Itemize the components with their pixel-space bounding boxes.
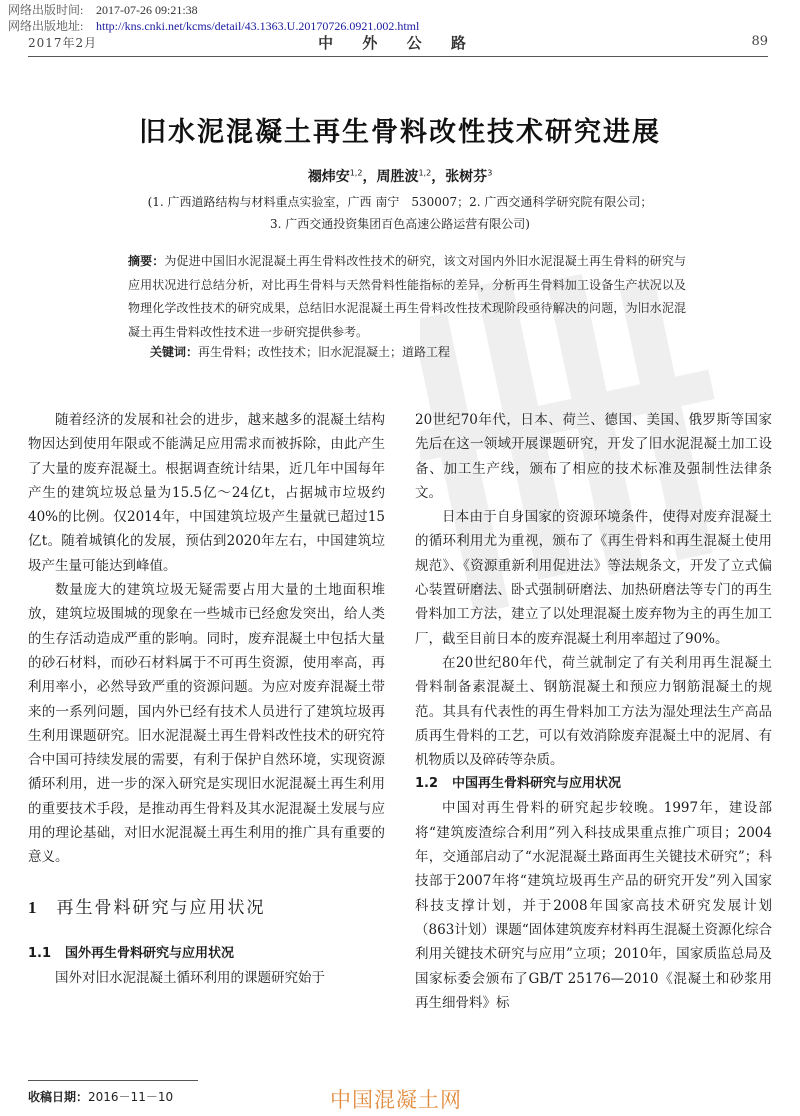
keywords-label: 关键词： bbox=[150, 345, 199, 359]
running-header bbox=[28, 32, 768, 54]
author-list bbox=[0, 166, 800, 186]
publication-info bbox=[8, 2, 419, 34]
author-affil-mark: 1,2 bbox=[349, 168, 363, 178]
received-label: 收稿日期： bbox=[28, 1090, 89, 1104]
received-date bbox=[28, 1088, 173, 1105]
body-column-left bbox=[28, 408, 385, 990]
subsection-title-text: 中国再生骨料研究与应用状况 bbox=[452, 776, 622, 792]
body-paragraph: 在20世纪80年代，荷兰就制定了有关利用再生混凝土骨料制备素混凝土、钢筋混凝土和预应力钢筋混凝土的规范。其具有代表性的再生骨料加工方法为湿处理法生产高品质再生骨料的工艺，可以有效消除废弃混凝土中的泥屑、有机物质以及碎砖等杂质。 bbox=[415, 654, 772, 769]
received-value: 2016－11－10 bbox=[88, 1090, 174, 1104]
author-name: 周胜波 bbox=[376, 169, 419, 185]
author-name: 张树芬 bbox=[445, 169, 488, 185]
pub-address-label: 网络出版地址: bbox=[8, 19, 84, 33]
pub-time-value: 2017-07-26 09:21:38 bbox=[96, 3, 198, 17]
keywords-text: 再生骨料；改性技术；旧水泥混凝土；道路工程 bbox=[198, 345, 451, 359]
abstract-text: 为促进中国旧水泥混凝土再生骨料改性技术的研究，该文对国内外旧水泥混凝土再生骨料的研究与应用状况进行总结分析，对比再生骨料与天然骨料性能指标的差异，分析再生骨料加工设备生产状况以及物理化学改性技术的研究成果，总结旧水泥混凝土再生骨料改性技术现阶段亟待解决的问题，为旧水泥混凝土再生骨料改性技术进一步研究提供参考。 bbox=[128, 254, 686, 339]
affiliation-line: 3. 广西交通投资集团百色高速公路运营有限公司) bbox=[270, 217, 530, 231]
body-paragraph: 数量庞大的建筑垃圾无疑需要占用大量的土地面积堆放，建筑垃圾围城的现象在一些城市已经愈发突出，给人类的生存活动造成严重的影响。同时，废弃混凝土中包括大量的砂石材料，而砂石材料属于不可再生资源，使用率高，再利用率小，必然导致严重的资源问题。为应对废弃混凝土带来的一系列问题，国内外已经有技术人员进行了建筑垃圾再生利用课题研究。旧水泥混凝土再生骨料改性技术的研究符合中国可持续发展的需要，有利于保护自然环境，实现资源循环利用，进一步的深入研究是实现旧水泥混凝土再生利用的重要技术手段，是推动再生骨料及其水泥混凝土发展与应用的理论基础，对旧水泥混凝土再生利用的推广具有重要的意义。 bbox=[28, 582, 385, 866]
subsection-title-text: 国外再生骨料研究与应用状况 bbox=[65, 945, 235, 961]
abstract-label: 摘要： bbox=[128, 254, 165, 268]
footnote-rule bbox=[28, 1080, 198, 1081]
subsection-number: 1.1 bbox=[28, 945, 52, 961]
subsection-heading bbox=[28, 942, 385, 966]
body-paragraph: 随着经济的发展和社会的进步，越来越多的混凝土结构物因达到使用年限或不能满足应用需求而被拆除，由此产生了大量的废弃混凝土。根据调查统计结果，近几年中国每年产生的建筑垃圾总量为15.5亿～24亿t，占据城市垃圾约40%的比例。仅2014年，中国建筑垃圾产生量就已超过15亿t。随着城镇化的发展，预估到2020年左右，中国建筑垃圾产生量可能达到峰值。 bbox=[28, 412, 385, 574]
author-separator: ， bbox=[362, 169, 377, 185]
section-title-text: 再生骨料研究与应用状况 bbox=[56, 897, 266, 918]
paper-title: 旧水泥混凝土再生骨料改性技术研究进展 bbox=[139, 117, 661, 148]
page-number: 89 bbox=[751, 34, 768, 49]
abstract bbox=[128, 250, 686, 344]
pub-address-link[interactable]: http://kns.cnki.net/kcms/detail/43.1363.U.20170726.0921.002.html bbox=[96, 19, 420, 33]
author-name: 禤炜安 bbox=[307, 169, 350, 185]
body-paragraph: 日本由于自身国家的资源环境条件，使得对废弃混凝土的循环利用尤为重视，颁布了《再生骨料和再生混凝土使用规范》、《资源重新利用促进法》等法规条文，开发了立式偏心装置研磨法、卧式强制研磨法、加热研磨法等专门的再生骨料加工方法，建立了以处理混凝土废弃物为主的再生加工厂，截至目前日本的废弃混凝土利用率超过了90%。 bbox=[415, 509, 772, 647]
site-watermark: 中国混凝土网 bbox=[330, 1088, 462, 1112]
body-paragraph: 中国对再生骨料的研究起步较晚。1997年，建设部将“建筑废渣综合利用”列入科技成果重点推广项目；2004年，交通部启动了“水泥混凝土路面再生关键技术研究”；科技部于2007年将“建筑垃圾再生产品的研究开发”列入国家科技支撑计划，并于2008年国家高技术研究发展计划（863计划）课题“固体建筑废弃材料再生混凝土资源化综合利用关键技术研究与应用”立项；2010年，国家质监总局及国家标委会颁布了GB/T 25176—2010《混凝土和砂浆用再生细骨料》标 bbox=[415, 800, 772, 1011]
body-paragraph: 20世纪70年代，日本、荷兰、德国、美国、俄罗斯等国家先后在这一领域开展课题研究，开发了旧水泥混凝土加工设备、加工生产线，颁布了相应的技术标准及强制性法律条文。 bbox=[415, 412, 772, 501]
author-affil-mark: 3 bbox=[487, 168, 493, 178]
author-affil-mark: 1,2 bbox=[418, 168, 432, 178]
header-rule bbox=[28, 56, 768, 57]
section-heading bbox=[28, 896, 385, 920]
journal-name: 中 外 公 路 bbox=[318, 34, 478, 52]
body-column-right bbox=[415, 408, 772, 1015]
issue-date: 2017年2月 bbox=[28, 36, 98, 50]
author-separator: ， bbox=[431, 169, 446, 185]
subsection-heading bbox=[415, 772, 772, 796]
section-number: 1 bbox=[28, 897, 39, 917]
body-paragraph: 国外对旧水泥混凝土循环利用的课题研究始于 bbox=[55, 969, 325, 986]
pub-time-label: 网络出版时间: bbox=[8, 3, 84, 17]
subsection-number: 1.2 bbox=[415, 776, 439, 792]
affiliation-line: (1. 广西道路结构与材料重点实验室，广西 南宁 530007；2. 广西交通科学研究院有限公司； bbox=[147, 195, 653, 209]
keywords bbox=[150, 343, 450, 360]
